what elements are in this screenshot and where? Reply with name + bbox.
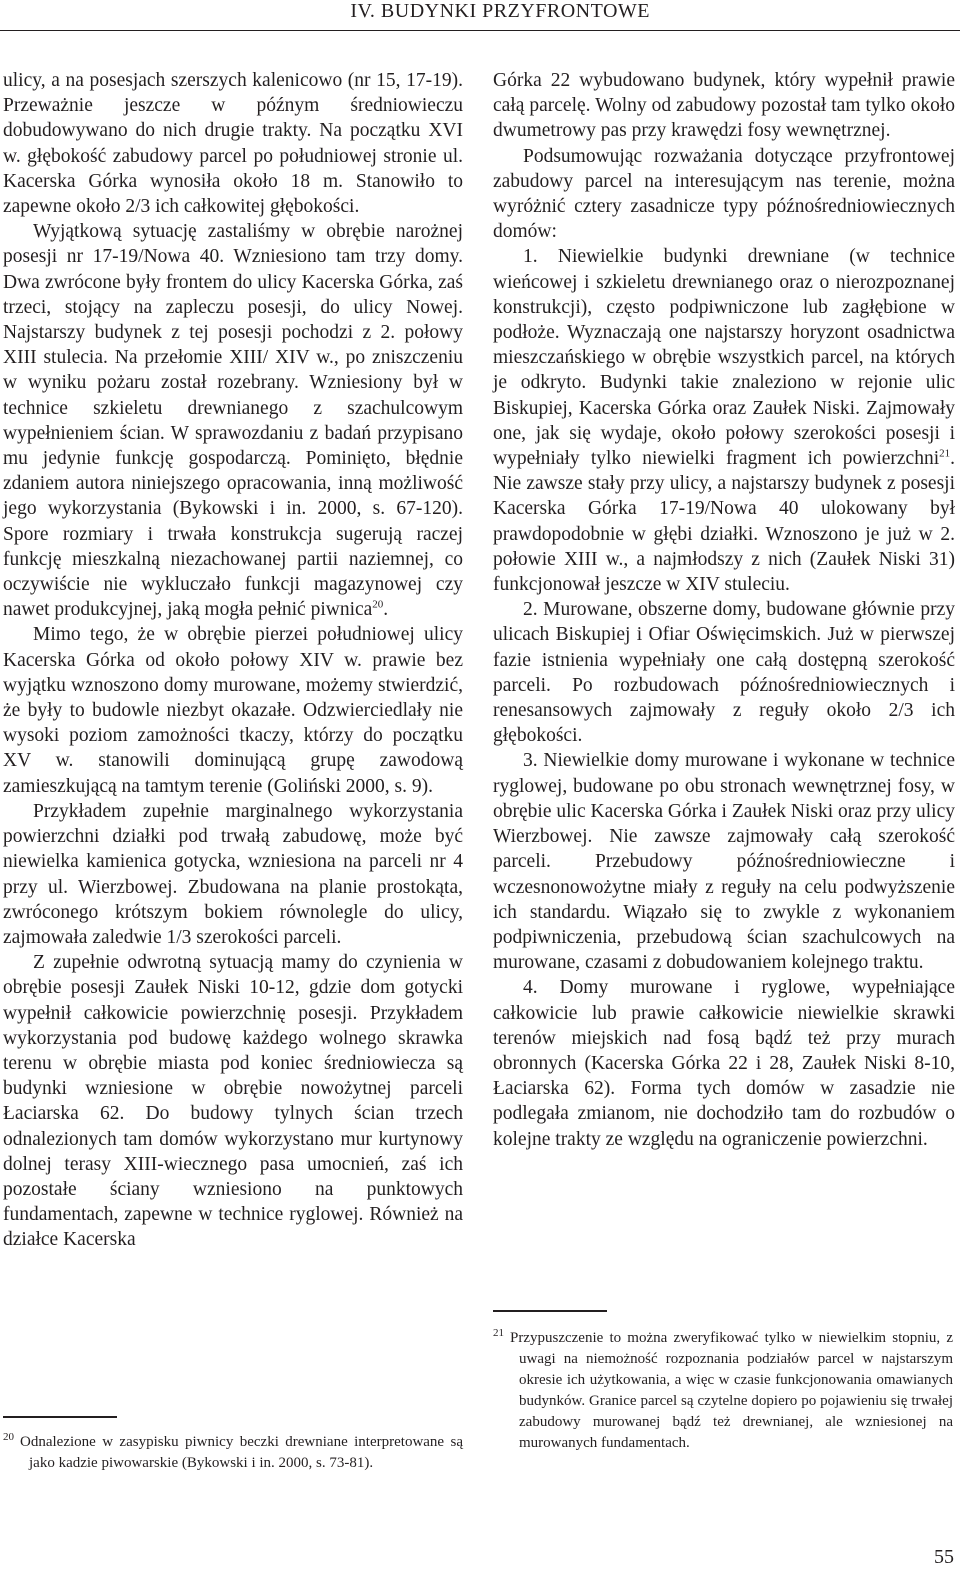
paragraph: Przykładem zupełnie marginalnego wykorzystania powierzchni działki pod trwałą zabudowę, może być niewielka kamienica gotycka, wzniesiona na parceli nr 4 przy ul. Wierzbowej. Zbudowana na planie prostokąta, zwróconego krótszym bokiem równolegle do ulicy, zajmowała zaledwie 1/3 szerokości parceli. [3,800,463,948]
footnote-body [493,1328,953,1454]
footnote-divider [3,1416,117,1418]
page-number: 55 [934,1546,954,1568]
running-header-title: IV. BUDYNKI PRZYFRONTOWE [350,0,650,22]
paragraph [3,219,463,622]
paragraph: Górka 22 wybudowano budynek, który wypełnił prawie całą parcelę. Wolny od zabudowy pozostał tam tylko około dwumetrowy pas przy krawędzi fosy wewnętrznej. [493,70,955,142]
paragraph: Z zupełnie odwrotną sytuacją mamy do czynienia w obrębie posesji Zaułek Niski 10-12, gdzie dom gotycki wypełnił całkowicie powierzchnię posesji. Przykładem wykorzystania pod budowę każdego wolnego skrawka terenu w obrębie miasta pod koniec średniowiecza są budynki wzniesione w obrębie nowożytnej parceli Łaciarska 62. Do budowy tylnych ścian trzech odnalezionych tam domów wykorzystano mur kurtynowy dolnej terasy XIII-wiecznego pasa umocnień, zaś ich pozostałe ściany wzniesiono na punktowych fundamentach, zapewne w technice ryglowej. Również na działce Kacerska [3,952,463,1251]
footnote-21 [493,1328,953,1454]
paragraph: ulicy, a na posesjach szerszych kalenicowo (nr 15, 17-19). Przeważnie jeszcze w późnym średniowieczu dobudowywano do nich drugie trakty. Na początku XVI w. głębokość zabudowy parcel po południowej stronie ul. Kacerska Górka wynosiła około 18 m. Stanowiło to zapewne około 2/3 ich całkowitej głębokości. [3,70,463,218]
footnote-text: Odnalezione w zasypisku piwnicy beczki drewniane interpretowane są jako kadzie piwowarskie (Bykowski i in. 2000, s. 73-81). [20,1434,463,1471]
paragraph-text: 1. Niewielkie budynki drewniane (w technice wieńcowej i szkieletu drewnianego oraz o nierozpoznanej konstrukcji), często podpiwniczone lub zagłębione w podłoże. Wyznaczają one najstarszy horyzont osadnictwa mieszczańskiego w obrębie wszystkich parcel, na których je odkryto. Budynki takie znaleziono w rejonie ulic Biskupiej, Kacerska Górka oraz Zaułek Niski. Zajmowały one, jak się wydaje, około połowy szerokości posesji i wypełniały tylko niewielki fragment ich powierzchni [493,246,955,470]
left-text-column [3,68,463,1253]
paragraph: 2. Murowane, obszerne domy, budowane głównie przy ulicach Biskupiej i Ofiar Oświęcimskich. Już w pierwszej fazie istnienia wypełniały one całą dostępną szerokość parceli. Po rozbudowach późnośredniowiecznych i renesansowych zajmowały z reguły około 2/3 ich głębokości. [493,599,955,747]
footnote-number: 21 [493,1327,504,1339]
paragraph-text-suffix: . [383,599,389,621]
paragraph: Podsumowując rozważania dotyczące przyfrontowej zabudowy parcel na interesującym nas terenie, można wyróżnić cztery zasadnicze typy późnośredniowiecznych domów: [493,145,955,243]
paragraph-text-suffix: . Nie zawsze stały przy ulicy, a najstarszy budynek z posesji Kacerska Górka 17-19/Nowa 40 ulokowany był prawdopodobnie w głębi działki. Wznoszono je już w 2. połowie XIII w., a najmłodszy z nich (Zaułek Niski 31) funkcjonował jeszcze w XIV stuleciu. [493,448,955,596]
running-header [0,0,960,31]
footnote-number: 20 [3,1431,14,1443]
right-text-column [493,68,955,1152]
paragraph: Mimo tego, że w obrębie pierzei południowej ulicy Kacerska Górka od około połowy XIV w. prawie bez wyjątku wznoszono domy murowane, możemy stwierdzić, że były to budowle niezbyt okazałe. Odzwierciedlały nie wysoki poziom zamożności tkaczy, którzy do początku XV w. stanowili dominującą grupę zawodową zamieszkującą na tamtym terenie (Goliński 2000, s. 9). [3,624,463,797]
paragraph: 3. Niewielkie domy murowane i wykonane w technice ryglowej, budowane po obu stronach wewnętrznej fosy, w obrębie ulic Kacerska Górka i Zaułek Niski oraz przy ulicy Wierzbowej. Nie zawsze zajmowały całą szerokość parceli. Przebudowy późnośredniowieczne i wczesnonowożytne miały z reguły na celu podwyższenie ich standardu. Wiązało się to zwykle z wykonaniem podpiwniczenia, przebudową ścian szachulcowych na murowane, czasami z dobudowaniem kolejnego traktu. [493,750,955,974]
footnote-divider [493,1310,607,1312]
footnote-reference: 21 [939,447,951,460]
footnote-text: Przypuszczenie to można zweryfikować tylko w niewielkim stopniu, z uwagi na niemożność rozpoznania podziałów parcel w najstarszym okresie ich użytkowania, a więc w czasie funkcjonowania omawianych budynków. Granice parcel są czytelne dopiero po pojawieniu się trwałej zabudowy murowanej bądź też drewnianej, ale wzniesionej na murowanych fundamentach. [510,1330,953,1451]
paragraph-text: Wyjątkową sytuację zastaliśmy w obrębie narożnej posesji nr 17-19/Nowa 40. Wzniesiono tam trzy domy. Dwa zwrócone były frontem do ulicy Kacerska Górka, zaś trzeci, stojący na zapleczu posesji, do ulicy Nowej. Najstarszy budynek z tej posesji pochodzi z 2. połowy XIII stulecia. Na przełomie XIII/ XIV w., po zniszczeniu w wyniku pożaru został rozebrany. Wzniesiony był w technice szkieletu drewnianego z szachulcowym wypełnieniem ścian. W sprawozdaniu z badań przypisano mu jedynie funkcję gospodarczą. Pominięto, błędnie zdaniem autora niniejszego opracowania, inną możliwość jego wykorzystania (Bykowski i in. 2000, s. 67-120). Spore rozmiary i trwała konstrukcja sugerują raczej funkcję mieszkalną niezachowanej partii naziemnej, co oczywiście nie wykluczało funkcji magazynowej czy nawet produkcyjnej, jaką mogła pełnić piwnica [3,221,463,621]
footnote-20 [3,1432,463,1474]
paragraph: 4. Domy murowane i ryglowe, wypełniające całkowicie lub prawie całkowicie niewielkie skrawki terenów miejskich nad fosą bądź też przy murach obronnych (Kacerska Górka 22 i 28, Zaułek Niski 8-10, Łaciarska 62). Forma tych domów w zasadzie nie podlegała zmianom, nie dochodziło tam do rozbudów o kolejne trakty ze względu na ograniczenie powierzchni. [493,977,955,1150]
footnote-body [3,1432,463,1474]
footnote-reference: 20 [372,598,384,611]
paragraph [493,244,955,597]
